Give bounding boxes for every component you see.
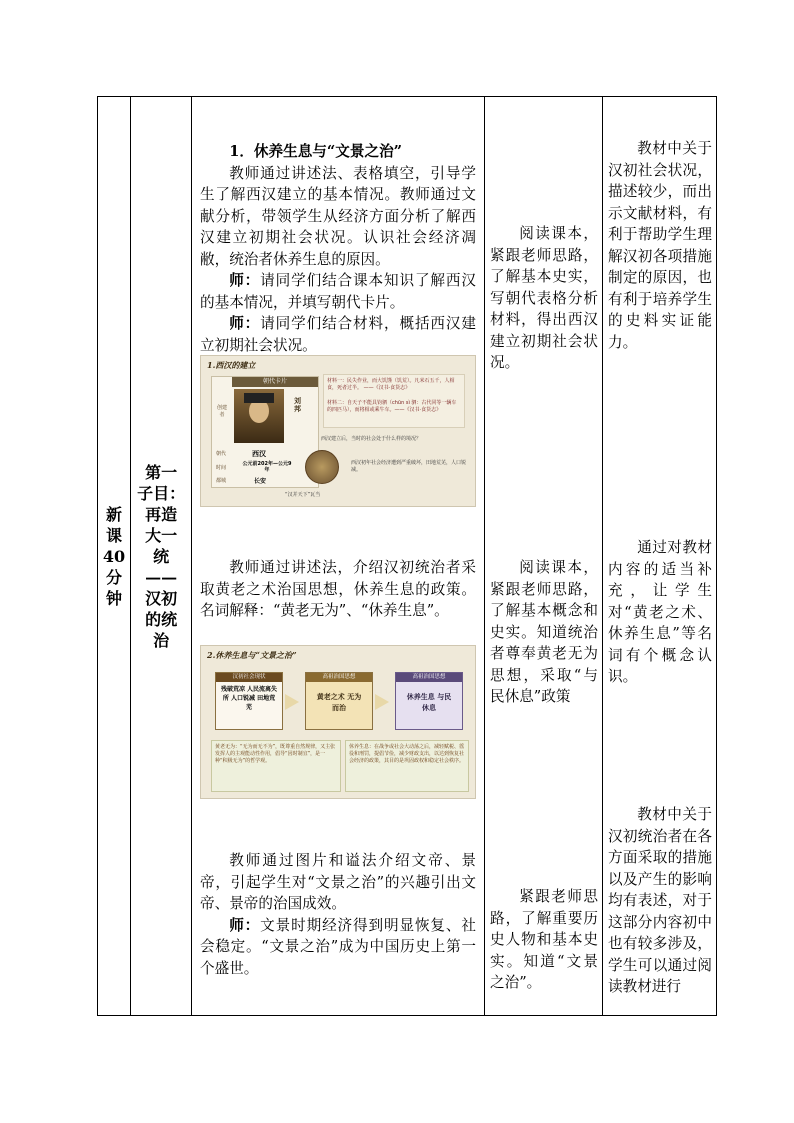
slide-title: 2.休养生息与“文景之治” bbox=[207, 650, 297, 660]
dynasty-card bbox=[211, 376, 319, 488]
teacher-paragraph: 教师通过图片和谥法介绍文帝、景帝，引起学生对“文景之治”的兴趣引出文帝、景帝的治国成效。 bbox=[200, 852, 476, 912]
slide-answer: 西汉初年社会经济遭到严重破坏，田地荒芜，人口锐减。 bbox=[351, 460, 467, 473]
section-heading: 1．休养生息与“文景之治” bbox=[229, 143, 403, 160]
box-text: 残破荒凉 人民流离失所 人口锐减 田地荒芜 bbox=[220, 686, 278, 711]
rest-recuperation-slide bbox=[200, 645, 476, 799]
note-huanglao: 黄老无为：“无为而无不为”，既尊重自然规律，又主张发挥人的主观能动性作用，倡导“因时制宜”，是一种“积极无为”的哲学观。 bbox=[211, 740, 341, 792]
policy-box bbox=[395, 672, 463, 730]
box-header: 高祖治国思想 bbox=[306, 673, 372, 682]
materials-box bbox=[323, 374, 465, 428]
arrow-right-icon bbox=[375, 694, 389, 710]
box-text: 休养生息 与民休息 bbox=[406, 693, 452, 712]
han-founding-slide bbox=[200, 355, 476, 507]
material-two: 材料二：自天子不能具钧驷（chūn sì 驷：古代同等一辆车的四匹马），而将相或乘牛车。——《汉书·食货志》 bbox=[327, 400, 457, 413]
material-one: 材料一：民失作业，而大饥馑（饥荒）。凡米石五千，人相食，死者过半。 ——《汉书·食货志》 bbox=[327, 378, 455, 391]
design-intent-3: 教材中关于汉初统治者在各方面采取的措施以及产生的影响均有表述，对于这部分内容初中也有较多涉及，学生可以通过阅读教材进行 bbox=[608, 806, 712, 995]
thought-box bbox=[305, 672, 373, 730]
teacher-paragraph: 教师通过讲述法、表格填空，引导学生了解西汉建立的基本情况。教师通过文献分析，带领学生从经济方面分析了解西汉建立初期社会状况。认识社会经济凋敝，统治者休养生息的原因。 bbox=[200, 164, 476, 268]
dynasty-label: 朝代 bbox=[216, 451, 227, 457]
note-xiuyang: 休养生息：在战争或社会大动荡之后，减轻赋税、徭役和刑罚，提倡节俭，减少财政支出，以达到恢复社会经济的政策，其目的是巩固政权和稳定社会秩序。 bbox=[345, 740, 469, 792]
design-intent-2: 通过对教材内容的适当补充，让学生对“黄老之术、休养生息”等名词有个概念认识。 bbox=[608, 539, 712, 685]
stage-label: 新 课 40 分 钟 bbox=[102, 504, 126, 608]
student-activity-3: 紧跟老师思路，了解重要历史人物和基本史实。知道“文景之治”。 bbox=[490, 888, 598, 991]
teacher-section-3 bbox=[200, 850, 476, 979]
subtopic-label: 第一 子目： 再造 大一 统 —— 汉初 的统 治 bbox=[137, 462, 186, 650]
slide-title: 1.西汉的建立 bbox=[207, 360, 256, 370]
design-intent-1: 教材中关于汉初社会状况，描述较少，而出示文献材料，有利于帮助学生理解汉初各项措施制定的原因，也有利于培养学生的史料实证能力。 bbox=[608, 140, 712, 351]
liu-bang-portrait bbox=[234, 389, 284, 443]
student-activity-1: 阅读课本，紧跟老师思路，了解基本史实，写朝代表格分析材料，得出西汉建立初期社会状况。 bbox=[490, 225, 598, 371]
social-status-box bbox=[215, 672, 283, 730]
time-label: 时间 bbox=[216, 465, 227, 471]
box-text: 黄老之术 无为而治 bbox=[316, 693, 362, 712]
founder-name: 刘邦 bbox=[294, 396, 301, 413]
teacher-prompt: 师：请同学们结合材料，概括西汉建立初期社会状况。 bbox=[200, 315, 476, 354]
capital-label: 都城 bbox=[216, 478, 227, 484]
time-value: 公元前202年—公元9年 bbox=[242, 461, 292, 473]
teacher-prompt: 师：文景时期经济得到明显恢复、社会稳定。“文景之治”成为中国历史上第一个盛世。 bbox=[200, 916, 476, 977]
teacher-prompt: 师：请同学们结合课本知识了解西汉的基本情况，并填写朝代卡片。 bbox=[200, 272, 476, 311]
dynasty-value: 西汉 bbox=[252, 450, 266, 458]
capital-value: 长安 bbox=[254, 478, 267, 485]
box-header: 汉初社会现状 bbox=[216, 673, 282, 682]
subtopic-cell bbox=[131, 97, 192, 1016]
founder-label: 创建者 bbox=[216, 405, 227, 418]
stage-cell bbox=[98, 97, 131, 1016]
teacher-section-2 bbox=[200, 557, 476, 622]
card-header: 朝代卡片 bbox=[232, 377, 318, 387]
teacher-paragraph: 教师通过讲述法，介绍汉初统治者采取黄老之术治国思想，休养生息的政策。名词解释：“黄老无为”、“休养生息”。 bbox=[200, 559, 476, 619]
tile-end-image bbox=[305, 450, 339, 484]
box-header: 高祖治国思想 bbox=[396, 673, 462, 682]
tile-caption: “汉并天下”瓦当 bbox=[285, 492, 321, 498]
slide-question: 西汉建立后，当时的社会处于什么样的境况？ bbox=[321, 436, 422, 442]
teacher-section-1 bbox=[200, 141, 476, 356]
student-activity-2: 阅读课本，紧跟老师思路，了解基本概念和史实。知道统治者尊奉黄老无为思想，采取“与民休息”政策 bbox=[490, 559, 598, 705]
arrow-right-icon bbox=[285, 694, 299, 710]
